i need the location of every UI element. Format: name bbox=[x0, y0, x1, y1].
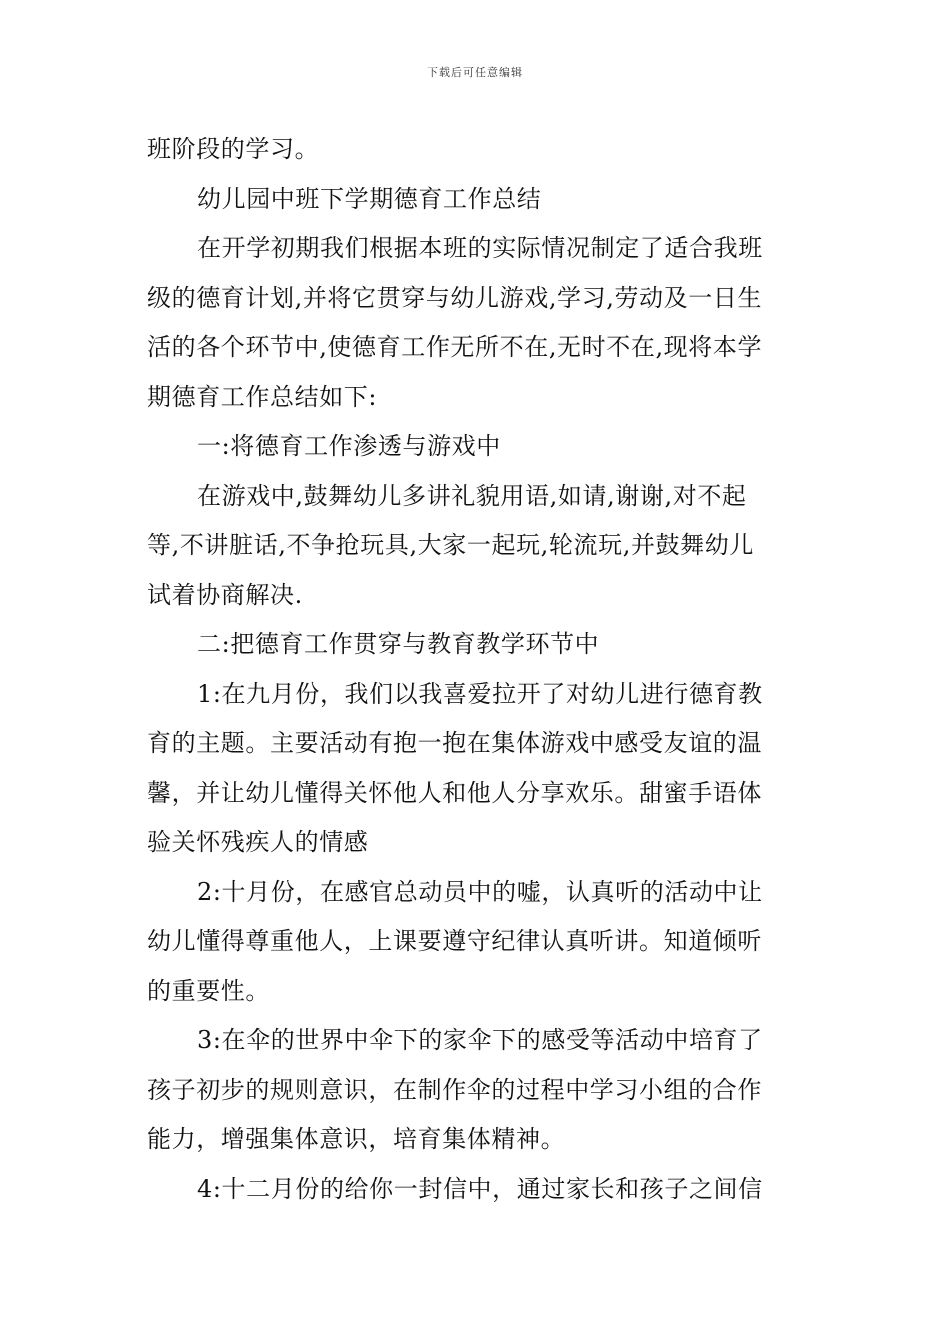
text-line: 幼儿懂得尊重他人，上课要遵守纪律认真听讲。知道倾听 bbox=[147, 927, 762, 955]
text-line: 能力，增强集体意识，培育集体精神。 bbox=[147, 1125, 566, 1153]
text-line: 等,不讲脏话,不争抢玩具,大家一起玩,轮流玩,并鼓舞幼儿 bbox=[147, 531, 754, 559]
text-line: 3:在伞的世界中伞下的家伞下的感受等活动中培育了 bbox=[197, 1026, 763, 1054]
text-line: 级的德育计划,并将它贯穿与幼儿游戏,学习,劳动及一日生 bbox=[147, 283, 763, 312]
text-line: 馨，并让幼儿懂得关怀他人和他人分享欢乐。甜蜜手语体 bbox=[147, 778, 762, 807]
text-line: 期德育工作总结如下: bbox=[147, 382, 378, 411]
text-line: 2:十月份，在感官总动员中的嘘，认真听的活动中让 bbox=[197, 877, 763, 906]
text-line: 孩子初步的规则意识，在制作伞的过程中学习小组的合作 bbox=[147, 1075, 762, 1104]
document-body bbox=[147, 125, 807, 1214]
text-line: 活的各个环节中,使德育工作无所不在,无时不在,现将本学 bbox=[147, 333, 763, 361]
text-line: 幼儿园中班下学期德育工作总结 bbox=[197, 184, 542, 213]
text-line: 二:把德育工作贯穿与教育教学环节中 bbox=[197, 630, 600, 658]
header-note: 下载后可任意编辑 bbox=[427, 66, 523, 79]
text-line: 班阶段的学习。 bbox=[147, 135, 320, 163]
text-line: 试着协商解决. bbox=[147, 580, 303, 609]
text-line: 的重要性。 bbox=[147, 976, 270, 1005]
text-line: 4:十二月份的给你一封信中，通过家长和孩子之间信 bbox=[197, 1174, 763, 1203]
text-line: 一:将德育工作渗透与游戏中 bbox=[197, 432, 501, 460]
text-line: 1:在九月份，我们以我喜爱拉开了对幼儿进行德育教 bbox=[197, 679, 763, 708]
text-line: 育的主题。主要活动有抱一抱在集体游戏中感受友谊的温 bbox=[147, 729, 762, 757]
text-line: 验关怀残疾人的情感 bbox=[147, 828, 369, 856]
text-line: 在游戏中,鼓舞幼儿多讲礼貌用语,如请,谢谢,对不起 bbox=[197, 481, 747, 510]
text-line: 在开学初期我们根据本班的实际情况制定了适合我班 bbox=[197, 234, 763, 262]
